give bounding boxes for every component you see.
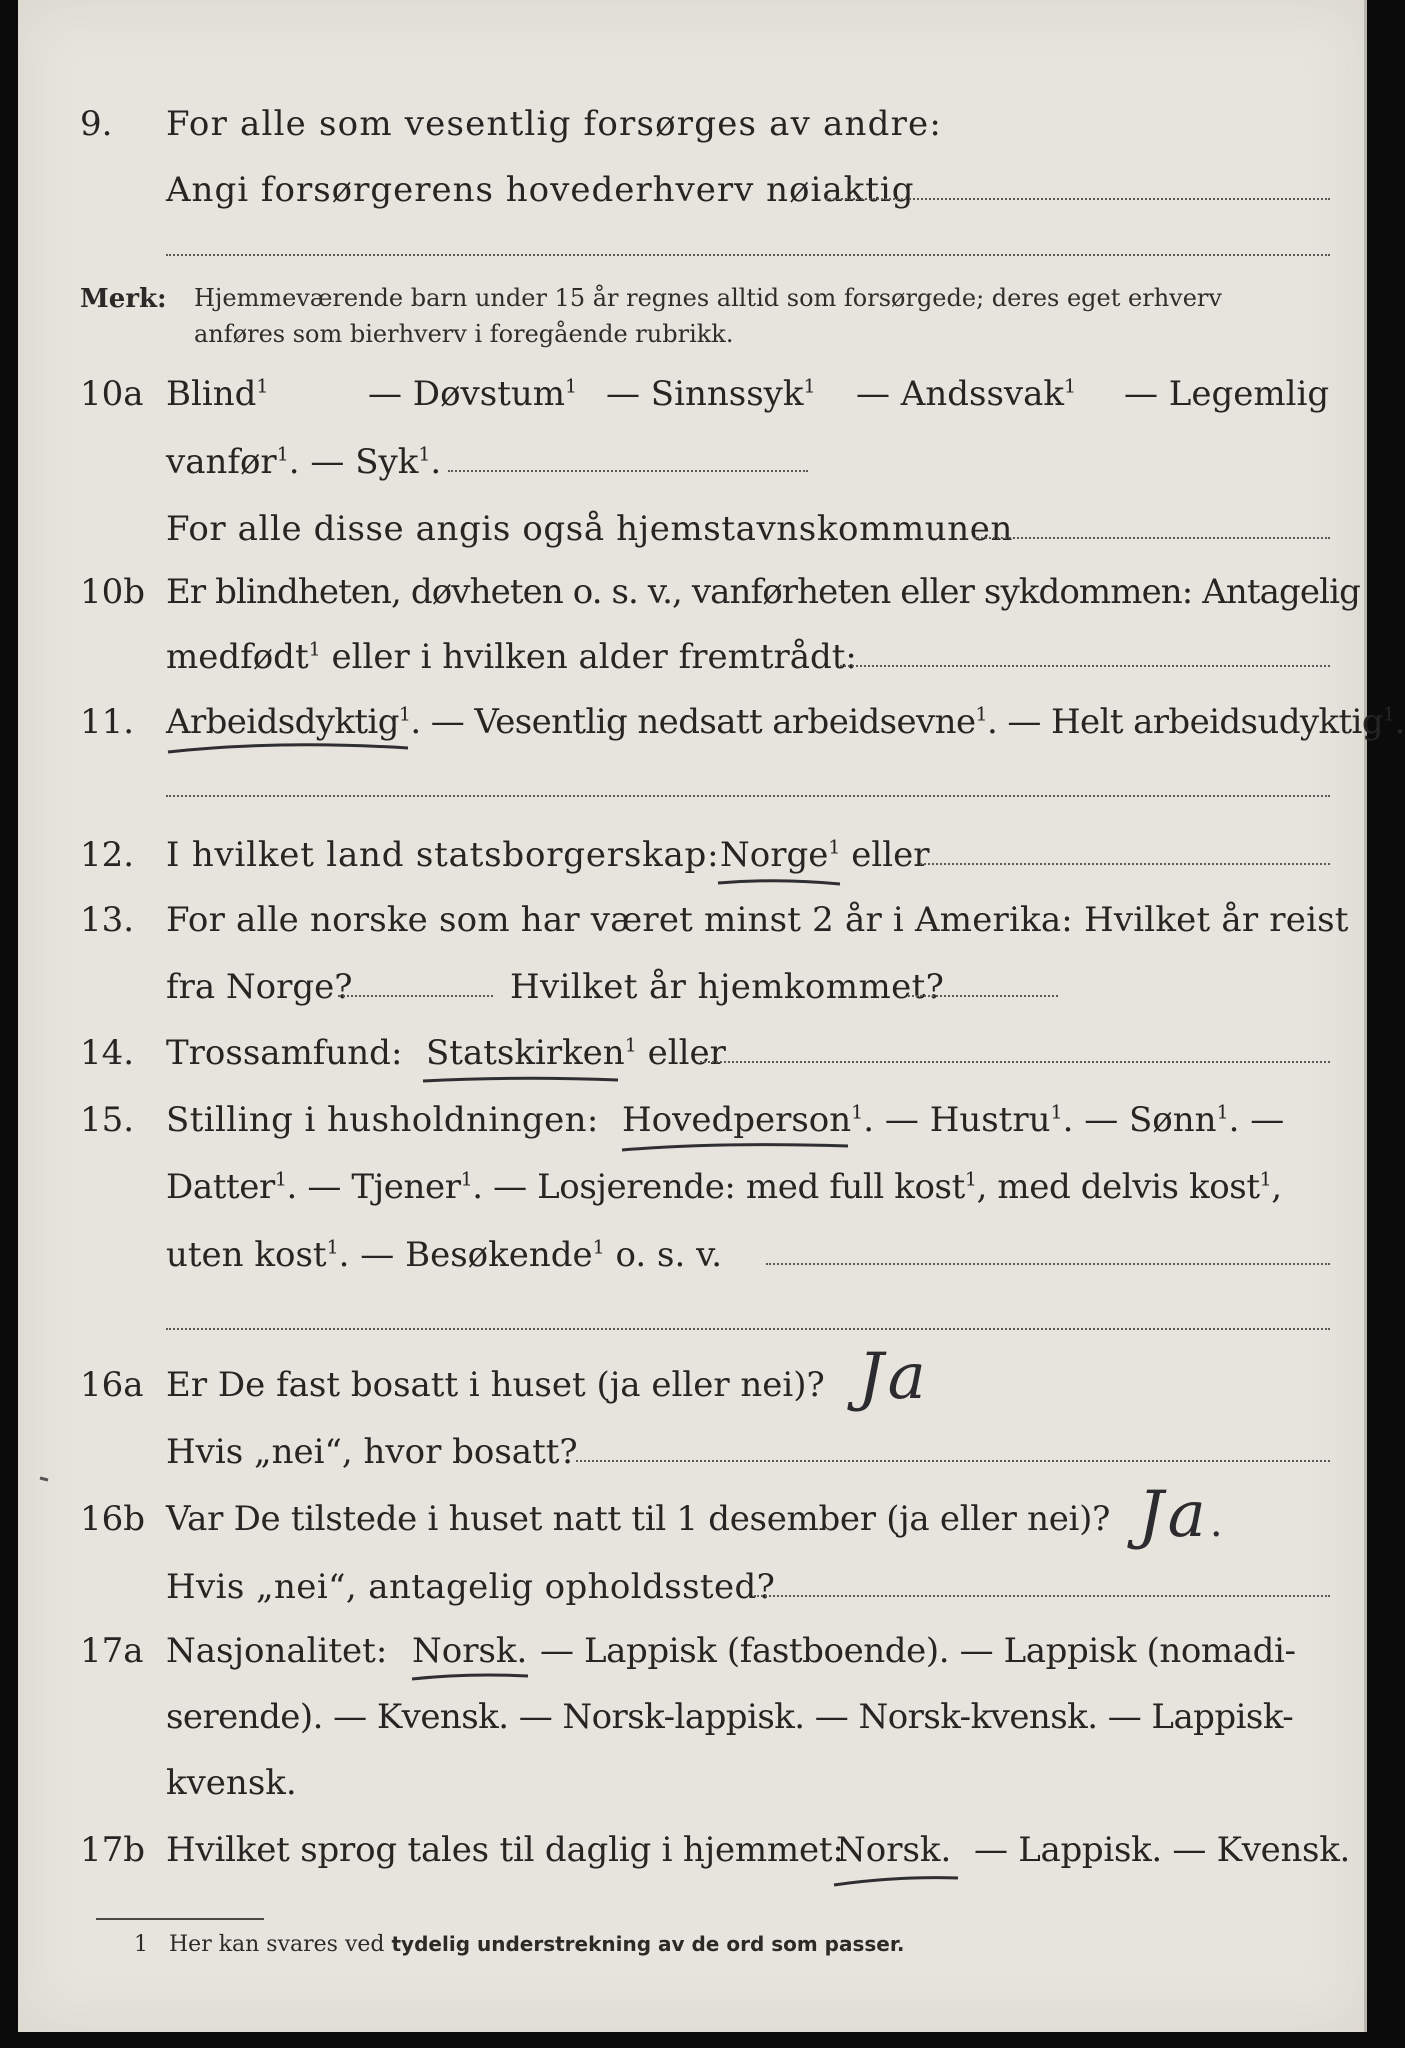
question-number: 16b (80, 1499, 146, 1539)
question-text: kvensk. (166, 1763, 297, 1803)
option-norsk[interactable]: Norsk. (836, 1830, 952, 1870)
option-text: Blind$^1$ (166, 374, 269, 414)
option-dovstum[interactable]: — Døvstum (368, 374, 565, 414)
question-text: Hvis „nei“, hvor bosatt? (166, 1432, 578, 1472)
option-tjener[interactable]: . — Tjener (286, 1167, 461, 1207)
question-number: 16a (80, 1365, 144, 1405)
option-besokende[interactable]: . — Besøkende (338, 1235, 593, 1275)
option-losjerende-full-kost[interactable]: . — Losjerende: med full kost (472, 1167, 965, 1207)
option-text: — Andssvak$^1$ (856, 374, 1077, 414)
footnote-text: Her kan svares ved (168, 1932, 385, 1957)
question-text: Nasjonalitet: (166, 1631, 388, 1671)
handwritten-underlines (18, 0, 1364, 2032)
question-text: Hvilket år hjemkommet? (510, 967, 945, 1007)
footnote-emphasis: tydelig understrekning av de ord som passer. (391, 1932, 905, 1956)
question-text: Var De tilstede i huset natt til 1 desember (ja eller nei)? (166, 1499, 1111, 1539)
underline-arbeidsdyktig (168, 745, 408, 752)
note-text: Hjemmeværende barn under 15 år regnes alltid som forsørgede; deres eget erhverv (194, 284, 1222, 312)
option-text[interactable]: — Legemlig (1124, 374, 1330, 414)
option-blind[interactable]: Blind (166, 374, 257, 414)
option-sinnssyk[interactable]: — Sinnssyk (606, 374, 804, 414)
option-text: Norge$^1$ eller (720, 835, 930, 875)
question-text: For alle disse angis også hjemstavnskommunen (166, 509, 1013, 549)
question-text: For alle norske som har været minst 2 år i Amerika: Hvilket år reist (166, 900, 1349, 940)
handwritten-answer: Ja (858, 1340, 930, 1414)
footnote (134, 1932, 904, 1957)
option-text: Hovedperson$^1$. — Hustru$^1$. — Sønn$^1$. — (622, 1100, 1285, 1140)
underline-norsk-17a (412, 1675, 528, 1679)
note-text: anføres som bierhverv i foregående rubrikk. (194, 320, 734, 348)
question-text: Hvilket sprog tales til daglig i hjemmet: (166, 1830, 844, 1870)
option-text: Datter$^1$. — Tjener$^1$. — Losjerende: med full kost$^1$, med delvis kost$^1$, (166, 1167, 1282, 1207)
question-text: medfødt$^1$ eller i hvilken alder fremtrådt: (166, 637, 857, 677)
option-text: — Sinnssyk$^1$ (606, 374, 816, 414)
question-text: serende). — Kvensk. — Norsk-lappisk. — Norsk-kvensk. — Lappisk- (166, 1697, 1294, 1737)
question-text: Stilling i husholdningen: (166, 1100, 599, 1140)
question-text: fra Norge? (166, 967, 353, 1007)
footnote-number: 1 (134, 1932, 148, 1957)
option-vesentlig-nedsatt[interactable]: . — Vesentlig nedsatt arbeidsevne (410, 702, 976, 742)
option-uten-kost[interactable]: uten kost (166, 1235, 327, 1275)
option-text: — Døvstum$^1$ (368, 374, 578, 414)
question-number: 10a (80, 374, 144, 414)
note-label: Merk: (80, 284, 167, 314)
question-number: 15. (80, 1100, 135, 1140)
option-medfodt[interactable]: medfødt (166, 637, 309, 677)
question-number: 10b (80, 572, 146, 612)
stray-mark (40, 1478, 48, 1480)
option-norge[interactable]: Norge (720, 835, 829, 875)
question-text: — Lappisk. — Kvensk. (974, 1830, 1351, 1870)
question-text: Hvis „nei“, antagelig opholdssted? (166, 1567, 776, 1607)
question-text: Er De fast bosatt i huset (ja eller nei)? (166, 1365, 825, 1405)
option-text: uten kost$^1$. — Besøkende$^1$ o. s. v. (166, 1235, 723, 1275)
option-text: vanfør$^1$. — Syk$^1$. (166, 442, 442, 482)
question-number: 12. (80, 835, 135, 875)
option-datter[interactable]: Datter (166, 1167, 275, 1207)
question-text: Trossamfund: (166, 1033, 403, 1073)
option-hustru[interactable]: . — Hustru (863, 1100, 1051, 1140)
question-number: 9. (80, 104, 113, 144)
option-arbeidsdyktig[interactable]: Arbeidsdyktig (166, 702, 399, 742)
footnote-rule (96, 1918, 264, 1920)
option-vanfor[interactable]: vanfør (166, 442, 277, 482)
option-helt-arbeidsudyktig[interactable]: . — Helt arbeidsudyktig (986, 702, 1383, 742)
option-text: Statskirken$^1$ eller (426, 1033, 726, 1073)
question-text: — Lappisk (fastboende). — Lappisk (nomadi- (540, 1631, 1296, 1671)
handwritten-answer: Ja. (1138, 1478, 1227, 1552)
question-text: I hvilket land statsborgerskap: (166, 835, 720, 875)
census-form-page (18, 0, 1405, 2032)
question-text: Er blindheten, døvheten o. s. v., vanførheten eller sykdommen: Antagelig (166, 572, 1360, 612)
option-delvis-kost[interactable]: , med delvis kost (976, 1167, 1260, 1207)
question-number: 11. (80, 702, 135, 742)
underline-norsk-17b (834, 1878, 958, 1885)
option-sonn[interactable]: . — Sønn (1062, 1100, 1217, 1140)
option-norsk[interactable]: Norsk. (412, 1631, 528, 1671)
question-number: 13. (80, 900, 135, 940)
option-andssvak[interactable]: — Andssvak (856, 374, 1065, 414)
question-text: Angi forsørgerens hovederhverv nøiaktig (166, 170, 915, 210)
option-syk[interactable]: . — Syk (288, 442, 419, 482)
question-number: 17b (80, 1830, 146, 1870)
question-text: For alle som vesentlig forsørges av andre: (166, 104, 943, 144)
underline-statskirken (423, 1078, 618, 1081)
underline-norge (718, 881, 840, 884)
question-number: 17a (80, 1631, 144, 1671)
underline-hovedperson (622, 1145, 848, 1150)
question-number: 14. (80, 1033, 135, 1073)
option-hovedperson[interactable]: Hovedperson (622, 1100, 852, 1140)
option-statskirken[interactable]: Statskirken (426, 1033, 625, 1073)
question-text: Arbeidsdyktig$^1$. — Vesentlig nedsatt arbeidsevne$^1$. — Helt arbeidsudyktig$^1$. (166, 702, 1405, 742)
